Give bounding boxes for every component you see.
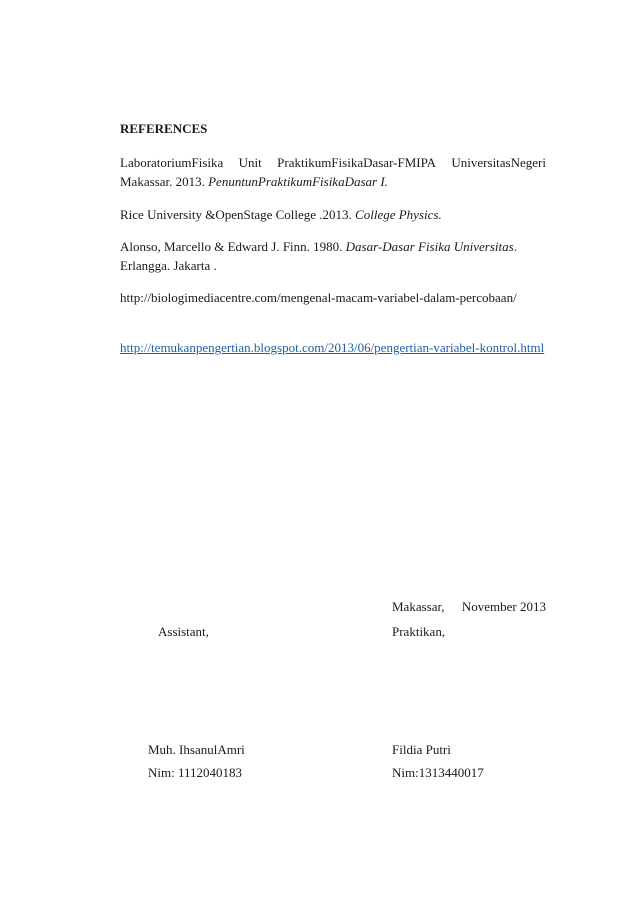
- references-heading: REFERENCES: [120, 121, 208, 136]
- reference-1-part-2: Unit: [238, 155, 262, 170]
- place-date: [392, 599, 546, 615]
- reference-1-part-3: PraktikumFisikaDasar-FMIPA: [277, 155, 437, 170]
- reference-3-line-1: [120, 239, 517, 255]
- reference-3-title: Dasar-Dasar Fisika Universitas: [345, 239, 514, 254]
- reference-2-title: College Physics.: [355, 207, 442, 222]
- reference-3-line-2: Erlangga. Jakarta .: [120, 258, 217, 273]
- assistant-label: Assistant,: [158, 624, 209, 639]
- reference-1-part-1: LaboratoriumFisika: [120, 155, 224, 170]
- assistant-name: Muh. IhsanulAmri: [148, 742, 245, 757]
- praktikan-name: Fildia Putri: [392, 742, 451, 757]
- reference-3-period: .: [513, 239, 517, 254]
- reference-4-url: http://biologimediacentre.com/mengenal-macam-variabel-dalam-percobaan/: [120, 290, 517, 305]
- reference-5-link[interactable]: http://temukanpengertian.blogspot.com/2013/06/pengertian-variabel-kontrol.html: [120, 340, 545, 355]
- reference-1-publisher: Makassar. 2013.: [120, 174, 209, 189]
- reference-2: [120, 207, 442, 223]
- reference-1-line-2: [120, 174, 388, 190]
- reference-3-author: Alonso, Marcello & Edward J. Finn. 1980.: [120, 239, 346, 254]
- reference-1-title: PenuntunPraktikumFisikaDasar I.: [208, 174, 388, 189]
- praktikan-label: Praktikan,: [392, 624, 446, 639]
- signature-date: November 2013: [461, 599, 546, 614]
- reference-1-part-4: UniversitasNegeri: [451, 155, 546, 170]
- assistant-nim: Nim: 1112040183: [148, 765, 243, 780]
- signature-place: Makassar,: [392, 599, 445, 614]
- reference-2-author: Rice University &OpenStage College .2013.: [120, 207, 356, 222]
- praktikan-nim: Nim:1313440017: [392, 765, 484, 780]
- reference-1-line-1: [120, 155, 546, 171]
